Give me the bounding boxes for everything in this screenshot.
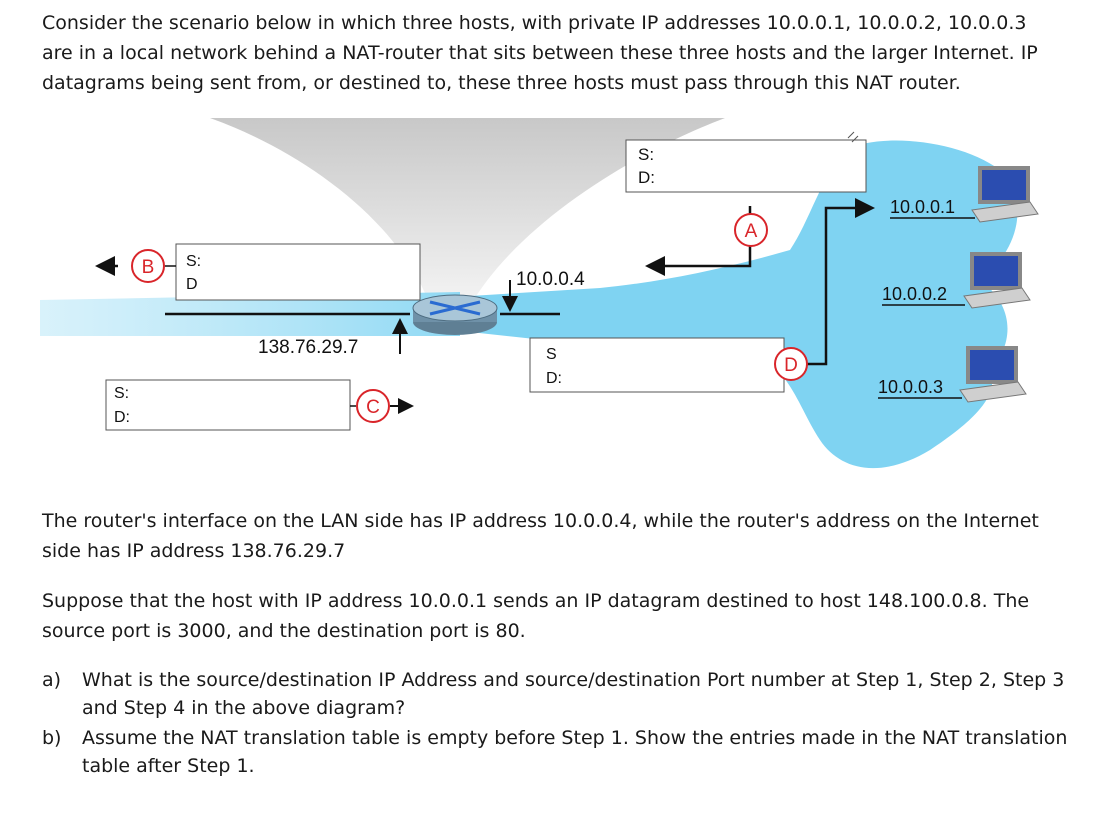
box-b-s: S: (186, 253, 202, 270)
box-d-d: D: (546, 370, 562, 387)
arrow-a (650, 206, 750, 266)
svg-text:A: A (744, 221, 758, 242)
question-a-text: What is the source/destination IP Address and source/destination Port number at Step 1, Step 2, Step 3 and Step 4 in the above diagram? (82, 669, 1065, 719)
computer-icon (972, 168, 1038, 222)
box-b-d: D (186, 276, 198, 293)
suppose-paragraph: Suppose that the host with IP address 10.0.0.1 sends an IP datagram destined to host 148.100.0.8. The source port is 3000, and the destination port is 80. (42, 590, 1030, 642)
packet-box-b (176, 244, 420, 300)
svg-text:D: D (784, 355, 798, 376)
box-d-s: S (546, 346, 557, 363)
question-a-marker: a) (42, 669, 62, 691)
host-3-ip: 10.0.0.3 (878, 377, 944, 397)
box-c-s: S: (114, 385, 130, 402)
box-c-d: D: (114, 409, 130, 426)
question-b-marker: b) (42, 727, 62, 749)
host-2-ip: 10.0.0.2 (882, 284, 948, 304)
svg-text:C: C (366, 397, 380, 418)
packet-box-top (626, 140, 866, 192)
step-a-marker (735, 214, 767, 246)
packet-box-c (106, 380, 350, 430)
question-b-text: Assume the NAT translation table is empty before Step 1. Show the entries made in the NAT translation table after Step 1. (82, 727, 1068, 777)
top-box-d: D: (638, 168, 655, 187)
nat-router-icon (413, 295, 497, 335)
nat-diagram (0, 110, 1110, 500)
step-b-marker (132, 250, 164, 282)
packet-box-d (530, 338, 784, 392)
intro-paragraph: Consider the scenario below in which three hosts, with private IP addresses 10.0.0.1, 10.0.0.2, 10.0.0.3 are in a local network behind a NAT-router that sits between these three hosts and the larger Internet. IP datagrams being sent from, or destined to, these three hosts must pass through this NAT router. (42, 12, 1038, 94)
step-c-marker (357, 390, 389, 422)
svg-text:B: B (141, 257, 155, 278)
lan-ip-label: 10.0.0.4 (516, 269, 585, 290)
step-d-marker (775, 348, 807, 380)
computer-icon (960, 348, 1026, 402)
top-box-s: S: (638, 145, 655, 164)
wan-ip-label: 138.76.29.7 (258, 337, 359, 358)
host-1-ip: 10.0.0.1 (890, 197, 956, 217)
computer-icon (964, 254, 1030, 308)
router-info-paragraph: The router's interface on the LAN side has IP address 10.0.0.4, while the router's address on the Internet side has IP address 138.76.29.7 (42, 510, 1039, 562)
